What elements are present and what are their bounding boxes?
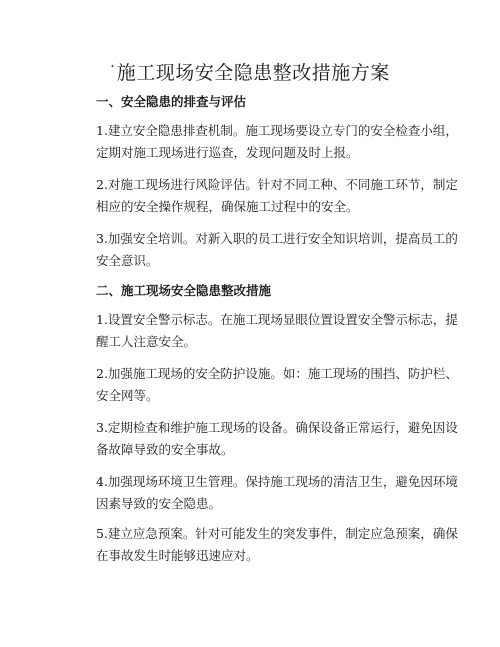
paragraph-line: 3.定期检查和维护施工现场的设备。确保设备正常运行，避免因设 <box>96 420 458 435</box>
paragraph-line: 因素导致的安全隐患。 <box>96 496 222 511</box>
paragraph-line: 定期对施工现场进行巡查，发现问题及时上报。 <box>96 145 359 160</box>
paragraph-line: 安全意识。 <box>96 253 159 268</box>
paragraph-line: 备故障导致的安全事故。 <box>96 442 234 457</box>
paragraph-line: 醒工人注意安全。 <box>96 334 197 349</box>
section-heading-2: 二、施工现场安全隐患整改措施 <box>96 283 272 298</box>
paragraph-1-3 <box>96 228 458 272</box>
title-mark: · <box>110 59 115 75</box>
paragraph-2-5 <box>96 523 458 567</box>
paragraph-2-2 <box>96 363 458 407</box>
paragraph-line: 1.设置安全警示标志。在施工现场显眼位置设置安全警示标志，提 <box>96 312 458 327</box>
paragraph-line: 安全网等。 <box>96 388 159 403</box>
paragraph-line: 在事故发生时能够迅速应对。 <box>96 548 259 563</box>
paragraph-line: 5.建立应急预案。针对可能发生的突发事件，制定应急预案，确保 <box>96 526 458 541</box>
paragraph-line: 1.建立安全隐患排查机制。施工现场要设立专门的安全检查小组， <box>96 123 458 138</box>
paragraph-line: 相应的安全操作规程，确保施工过程中的安全。 <box>96 199 359 214</box>
paragraph-2-1 <box>96 309 458 353</box>
paragraph-line: 2.加强施工现场的安全防护设施。如：施工现场的围挡、防护栏、 <box>96 366 458 381</box>
paragraph-line: 2.对施工现场进行风险评估。针对不同工种、不同施工环节，制定 <box>96 177 458 192</box>
paragraph-2-4 <box>96 471 458 515</box>
page-title: 施工现场安全隐患整改措施方案 <box>116 62 390 84</box>
paragraph-1-1 <box>96 120 458 164</box>
section-heading-1: 一、安全隐患的排查与评估 <box>96 94 247 109</box>
paragraph-line: 3.加强安全培训。对新入职的员工进行安全知识培训，提高员工的 <box>96 231 458 246</box>
paragraph-2-3 <box>96 417 458 461</box>
paragraph-1-2 <box>96 174 458 218</box>
paragraph-line: 4.加强现场环境卫生管理。保持施工现场的清洁卫生，避免因环境 <box>96 474 458 489</box>
title-block <box>0 60 500 86</box>
